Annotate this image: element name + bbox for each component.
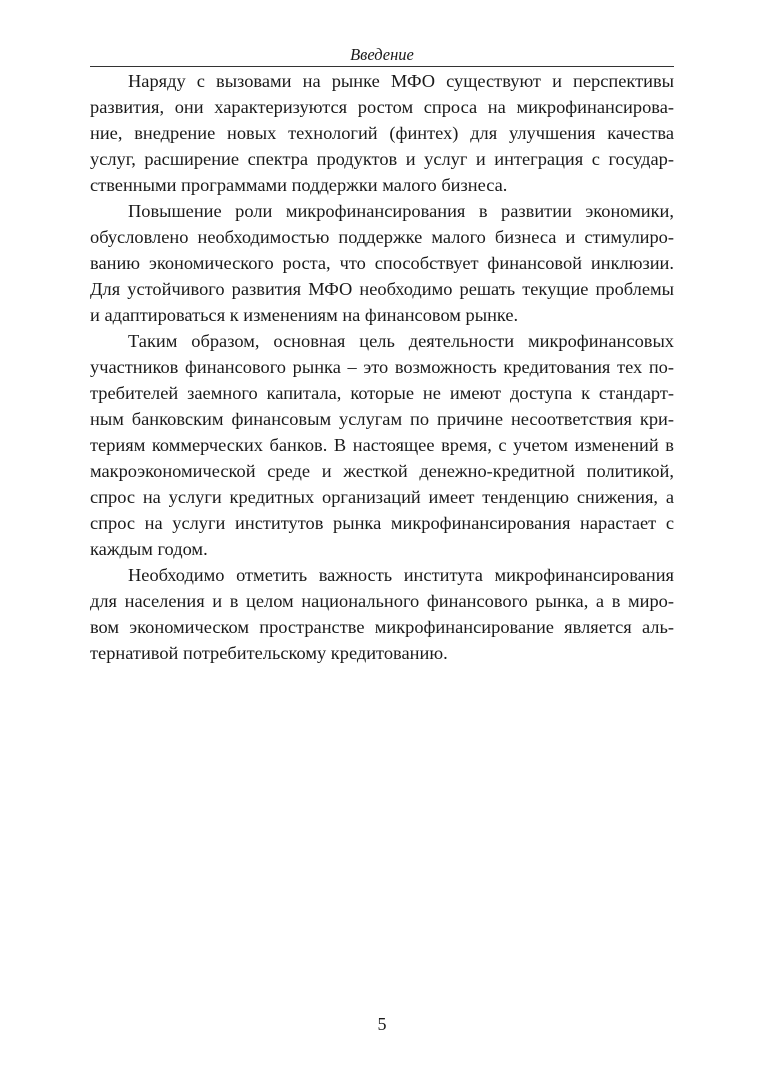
text-line: ванию экономического роста, что способствует финансовой инклюзии. [90, 253, 674, 273]
text-line: для населения и в целом национального финансового рынка, а в миро- [90, 591, 674, 611]
paragraph-4 [90, 562, 674, 666]
text-line: ственными программами поддержки малого бизнеса. [90, 175, 508, 195]
text-line: ние, внедрение новых технологий (финтех) для улучшения качества [90, 123, 674, 143]
text-line: макроэкономической среде и жесткой денежно-кредитной политикой, [90, 461, 674, 481]
text-line: тернативой потребительскому кредитованию. [90, 643, 448, 663]
text-line: каждым годом. [90, 539, 208, 559]
text-line: Повышение роли микрофинансирования в развитии экономики, [128, 201, 674, 221]
text-line: вом экономическом пространстве микрофинансирование является аль- [90, 617, 674, 637]
text-line: требителей заемного капитала, которые не имеют доступа к стандарт- [90, 383, 674, 403]
text-line: и адаптироваться к изменениям на финансовом рынке. [90, 305, 519, 325]
running-head-title: Введение [350, 45, 414, 64]
text-line: териям коммерческих банков. В настоящее время, с учетом изменений в [90, 435, 674, 455]
paragraph-3 [90, 328, 674, 562]
text-line: Таким образом, основная цель деятельности микрофинансовых [128, 331, 674, 351]
text-line: спрос на услуги кредитных организаций имеет тенденцию снижения, а [90, 487, 674, 507]
text-line: обусловлено необходимостью поддержке малого бизнеса и стимулиро- [90, 227, 674, 247]
page-number: 5 [377, 1014, 387, 1034]
text-line: участников финансового рынка – это возможность кредитования тех по- [90, 357, 674, 377]
text-line: услуг, расширение спектра продуктов и услуг и интеграция с государ- [90, 149, 674, 169]
paragraph-1 [90, 68, 674, 198]
text-line: Наряду с вызовами на рынке МФО существуют и перспективы [128, 71, 674, 91]
text-line: ным банковским финансовым услугам по причине несоответствия кри- [90, 409, 674, 429]
text-line: Необходимо отметить важность института микрофинансирования [128, 565, 674, 585]
text-line: развития, они характеризуются ростом спроса на микрофинансирова- [90, 97, 674, 117]
text-line: Для устойчивого развития МФО необходимо решать текущие проблемы [90, 279, 674, 299]
header-rule [90, 66, 674, 67]
paragraph-2 [90, 198, 674, 328]
text-line: спрос на услуги институтов рынка микрофинансирования нарастает с [90, 513, 674, 533]
body-text [90, 68, 674, 666]
